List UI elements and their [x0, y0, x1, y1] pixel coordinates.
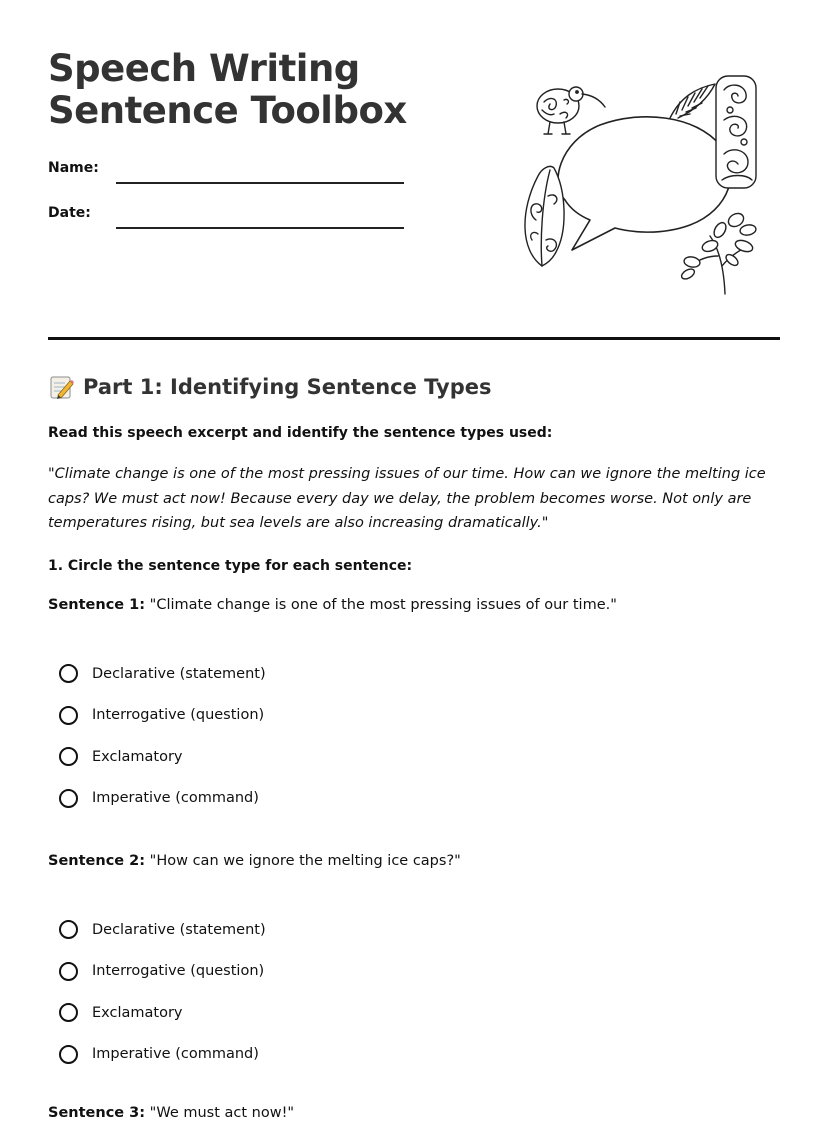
sentence-3-label: Sentence 3: — [48, 1105, 146, 1121]
sentence-1-prompt — [48, 597, 617, 613]
radio-circle-icon[interactable] — [59, 706, 78, 725]
sentence-2-option-interrogative[interactable] — [57, 951, 266, 993]
radio-circle-icon[interactable] — [59, 1003, 78, 1022]
sentence-1-option-imperative[interactable] — [57, 778, 266, 820]
option-label: Exclamatory — [92, 748, 183, 765]
fern-leaf-icon — [670, 84, 715, 118]
part1-intro: Read this speech excerpt and identify the sentence types used: — [48, 425, 553, 441]
question-1: 1. Circle the sentence type for each sentence: — [48, 558, 413, 574]
sentence-3-text: "We must act now!" — [145, 1105, 295, 1121]
title-line-2: Sentence Toolbox — [48, 89, 407, 132]
sentence-2-label: Sentence 2: — [48, 853, 146, 869]
section-divider — [48, 337, 780, 340]
speech-bubble-illustration — [520, 70, 765, 298]
radio-circle-icon[interactable] — [59, 962, 78, 981]
option-label: Interrogative (question) — [92, 963, 265, 980]
speech-bubble-icon — [558, 117, 731, 250]
part1-heading — [48, 374, 491, 400]
speech-excerpt: "Climate change is one of the most pressing issues of our time. How can we ignore the melting ice caps? We must act now! Because every day we delay, the problem becomes worse. Not only are temperatures rising, but sea levels are also increasing dramatically." — [48, 466, 766, 531]
sentence-1-option-declarative[interactable] — [57, 653, 266, 695]
radio-circle-icon[interactable] — [59, 1045, 78, 1064]
sentence-2-prompt — [48, 853, 461, 869]
date-field[interactable] — [48, 205, 408, 235]
date-label: Date: — [48, 205, 91, 221]
name-label: Name: — [48, 160, 99, 176]
option-label: Declarative (statement) — [92, 665, 266, 682]
radio-circle-icon[interactable] — [59, 789, 78, 808]
koru-leaf-icon — [525, 166, 564, 266]
sentence-2-text: "How can we ignore the melting ice caps?" — [145, 853, 461, 869]
option-label: Imperative (command) — [92, 790, 259, 807]
option-label: Imperative (command) — [92, 1046, 259, 1063]
sentence-2-options — [57, 909, 266, 1075]
worksheet-title — [48, 48, 407, 132]
title-line-1: Speech Writing — [48, 47, 360, 90]
sentence-1-label: Sentence 1: — [48, 597, 146, 613]
part1-heading-text: Part 1: Identifying Sentence Types — [83, 375, 492, 399]
option-label: Exclamatory — [92, 1004, 183, 1021]
sentence-1-option-interrogative[interactable] — [57, 695, 266, 737]
sentence-3-prompt — [48, 1105, 294, 1121]
option-label: Declarative (statement) — [92, 921, 266, 938]
name-field[interactable] — [48, 160, 408, 190]
date-line[interactable] — [116, 227, 404, 229]
sentence-2-option-imperative[interactable] — [57, 1034, 266, 1076]
sentence-1-text: "Climate change is one of the most pressing issues of our time." — [145, 597, 617, 613]
carved-panel-icon — [716, 76, 756, 188]
name-line[interactable] — [116, 182, 404, 184]
radio-circle-icon[interactable] — [59, 664, 78, 683]
sentence-2-option-declarative[interactable] — [57, 909, 266, 951]
sentence-1-options — [57, 653, 266, 819]
option-label: Interrogative (question) — [92, 707, 265, 724]
radio-circle-icon[interactable] — [59, 747, 78, 766]
memo-icon — [48, 374, 74, 400]
sentence-2-option-exclamatory[interactable] — [57, 992, 266, 1034]
sentence-1-option-exclamatory[interactable] — [57, 736, 266, 778]
radio-circle-icon[interactable] — [59, 920, 78, 939]
